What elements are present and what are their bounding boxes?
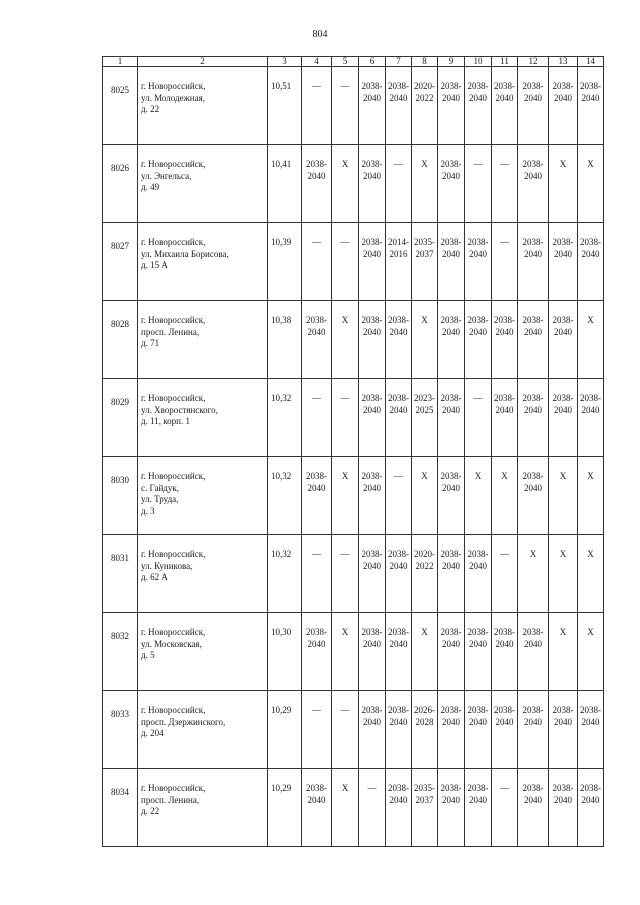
row-id: 8032 <box>103 613 138 691</box>
row-address: г. Новороссийск, ул. Хворостянского, д. 11, корп. 1 <box>138 379 268 457</box>
page-number: 804 <box>312 29 328 40</box>
row-value: 10,41 <box>268 145 302 223</box>
row-cell: Х <box>492 457 518 535</box>
column-header: 7 <box>386 57 412 67</box>
row-cell: 2038- 2040 <box>438 613 465 691</box>
row-cell: — <box>386 145 412 223</box>
row-id: 8034 <box>103 769 138 847</box>
row-address: г. Новороссийск, просп. Дзержинского, д. 204 <box>138 691 268 769</box>
row-cell: Х <box>549 457 578 535</box>
table-row <box>103 691 604 769</box>
column-header: 3 <box>268 57 302 67</box>
row-cell: 2038- 2040 <box>386 379 412 457</box>
row-cell: — <box>332 67 359 145</box>
row-cell: — <box>302 67 332 145</box>
row-cell: — <box>332 691 359 769</box>
row-cell: 2038- 2040 <box>578 379 604 457</box>
row-cell: — <box>332 379 359 457</box>
row-cell: Х <box>578 301 604 379</box>
row-cell: 2038- 2040 <box>359 379 386 457</box>
column-header: 8 <box>412 57 438 67</box>
row-cell: 2038- 2040 <box>518 145 549 223</box>
row-cell: 2038- 2040 <box>438 301 465 379</box>
row-id: 8030 <box>103 457 138 535</box>
data-table <box>102 56 604 847</box>
row-id: 8029 <box>103 379 138 457</box>
row-cell: Х <box>412 145 438 223</box>
row-cell: 2038- 2040 <box>518 457 549 535</box>
row-cell: 2038- 2040 <box>465 535 492 613</box>
row-cell: 2038- 2040 <box>549 301 578 379</box>
row-cell: 2023- 2025 <box>412 379 438 457</box>
row-cell: 2035- 2037 <box>412 769 438 847</box>
row-cell: 2038- 2040 <box>518 67 549 145</box>
column-header: 1 <box>103 57 138 67</box>
row-address: г. Новороссийск, ул. Молодежная, д. 22 <box>138 67 268 145</box>
row-cell: 2038- 2040 <box>518 613 549 691</box>
row-cell: 2035- 2037 <box>412 223 438 301</box>
row-address: г. Новороссийск, с. Гайдук, ул. Труда, д. 3 <box>138 457 268 535</box>
row-cell: 2038- 2040 <box>465 613 492 691</box>
row-address: г. Новороссийск, ул. Энгельса, д. 49 <box>138 145 268 223</box>
row-cell: — <box>386 457 412 535</box>
row-cell: — <box>332 535 359 613</box>
table-row <box>103 67 604 145</box>
row-address: г. Новороссийск, просп. Ленина, д. 22 <box>138 769 268 847</box>
row-cell: 2038- 2040 <box>438 379 465 457</box>
row-cell: 2038- 2040 <box>302 301 332 379</box>
table-row <box>103 145 604 223</box>
row-cell: 2038- 2040 <box>518 691 549 769</box>
column-header: 6 <box>359 57 386 67</box>
row-cell: 2038- 2040 <box>386 691 412 769</box>
row-cell: 2038- 2040 <box>492 67 518 145</box>
table-row <box>103 535 604 613</box>
row-cell: 2038- 2040 <box>465 301 492 379</box>
row-cell: 2038- 2040 <box>578 67 604 145</box>
row-cell: 2038- 2040 <box>302 613 332 691</box>
column-header: 12 <box>518 57 549 67</box>
row-cell: 2038- 2040 <box>578 223 604 301</box>
row-cell: 2020- 2022 <box>412 67 438 145</box>
row-value: 10,32 <box>268 379 302 457</box>
row-cell: 2038- 2040 <box>386 301 412 379</box>
row-cell: 2038- 2040 <box>302 769 332 847</box>
row-cell: — <box>492 769 518 847</box>
row-cell: Х <box>578 535 604 613</box>
row-cell: 2026- 2028 <box>412 691 438 769</box>
row-cell: Х <box>332 145 359 223</box>
row-cell: 2014- 2016 <box>386 223 412 301</box>
column-header: 4 <box>302 57 332 67</box>
row-cell: 2038- 2040 <box>549 769 578 847</box>
row-cell: Х <box>518 535 549 613</box>
row-cell: Х <box>578 145 604 223</box>
row-cell: Х <box>412 301 438 379</box>
row-value: 10,32 <box>268 457 302 535</box>
row-cell: 2038- 2040 <box>438 535 465 613</box>
row-cell: 2038- 2040 <box>518 379 549 457</box>
row-cell: — <box>492 145 518 223</box>
table-row <box>103 301 604 379</box>
row-cell: 2038- 2040 <box>578 769 604 847</box>
table-row <box>103 379 604 457</box>
row-cell: 2038- 2040 <box>549 691 578 769</box>
row-cell: 2038- 2040 <box>578 691 604 769</box>
row-cell: 2038- 2040 <box>359 535 386 613</box>
row-cell: Х <box>332 301 359 379</box>
row-cell: — <box>359 769 386 847</box>
row-cell: 2020- 2022 <box>412 535 438 613</box>
row-cell: Х <box>465 457 492 535</box>
row-cell: 2038- 2040 <box>465 769 492 847</box>
row-cell: 2038- 2040 <box>492 691 518 769</box>
row-value: 10,32 <box>268 535 302 613</box>
row-address: г. Новороссийск, ул. Михаила Борисова, д. 15 А <box>138 223 268 301</box>
row-cell: 2038- 2040 <box>359 613 386 691</box>
row-cell: Х <box>578 457 604 535</box>
row-id: 8026 <box>103 145 138 223</box>
row-cell: 2038- 2040 <box>386 67 412 145</box>
row-address: г. Новороссийск, ул. Куникова, д. 62 А <box>138 535 268 613</box>
row-cell: 2038- 2040 <box>492 613 518 691</box>
row-cell: 2038- 2040 <box>549 379 578 457</box>
row-cell: Х <box>332 769 359 847</box>
row-cell: 2038- 2040 <box>359 301 386 379</box>
row-cell: — <box>332 223 359 301</box>
row-id: 8025 <box>103 67 138 145</box>
row-cell: 2038- 2040 <box>386 613 412 691</box>
row-cell: 2038- 2040 <box>359 145 386 223</box>
row-cell: 2038- 2040 <box>465 691 492 769</box>
row-cell: — <box>465 379 492 457</box>
row-cell: 2038- 2040 <box>438 145 465 223</box>
row-address: г. Новороссийск, ул. Московская, д. 5 <box>138 613 268 691</box>
row-id: 8028 <box>103 301 138 379</box>
row-cell: 2038- 2040 <box>438 457 465 535</box>
column-header: 9 <box>438 57 465 67</box>
row-cell: 2038- 2040 <box>465 67 492 145</box>
row-cell: Х <box>549 145 578 223</box>
row-cell: — <box>492 535 518 613</box>
row-cell: 2038- 2040 <box>359 67 386 145</box>
row-cell: 2038- 2040 <box>465 223 492 301</box>
row-cell: 2038- 2040 <box>302 145 332 223</box>
row-cell: 2038- 2040 <box>386 535 412 613</box>
column-header: 2 <box>138 57 268 67</box>
row-value: 10,39 <box>268 223 302 301</box>
header-row <box>103 57 604 67</box>
row-value: 10,38 <box>268 301 302 379</box>
row-cell: Х <box>412 457 438 535</box>
row-cell: 2038- 2040 <box>549 223 578 301</box>
row-cell: — <box>302 379 332 457</box>
column-header: 11 <box>492 57 518 67</box>
row-cell: 2038- 2040 <box>359 223 386 301</box>
row-cell: 2038- 2040 <box>302 457 332 535</box>
row-cell: — <box>302 223 332 301</box>
row-cell: Х <box>549 613 578 691</box>
row-cell: 2038- 2040 <box>438 67 465 145</box>
row-value: 10,29 <box>268 769 302 847</box>
table-row <box>103 223 604 301</box>
row-cell: — <box>302 691 332 769</box>
row-cell: 2038- 2040 <box>386 769 412 847</box>
column-header: 14 <box>578 57 604 67</box>
row-cell: 2038- 2040 <box>438 223 465 301</box>
table-body <box>103 67 604 847</box>
row-id: 8031 <box>103 535 138 613</box>
row-cell: — <box>465 145 492 223</box>
row-value: 10,29 <box>268 691 302 769</box>
row-value: 10,30 <box>268 613 302 691</box>
row-cell: 2038- 2040 <box>359 691 386 769</box>
table-row <box>103 613 604 691</box>
row-id: 8033 <box>103 691 138 769</box>
table-row <box>103 769 604 847</box>
row-cell: Х <box>549 535 578 613</box>
row-value: 10,51 <box>268 67 302 145</box>
row-cell: 2038- 2040 <box>438 769 465 847</box>
row-cell: 2038- 2040 <box>359 457 386 535</box>
row-cell: — <box>492 223 518 301</box>
column-header: 10 <box>465 57 492 67</box>
row-address: г. Новороссийск, просп. Ленина, д. 71 <box>138 301 268 379</box>
row-cell: 2038- 2040 <box>549 67 578 145</box>
row-cell: Х <box>412 613 438 691</box>
row-cell: 2038- 2040 <box>518 223 549 301</box>
column-header: 5 <box>332 57 359 67</box>
row-cell: 2038- 2040 <box>518 769 549 847</box>
row-cell: Х <box>578 613 604 691</box>
row-cell: 2038- 2040 <box>438 691 465 769</box>
row-cell: — <box>302 535 332 613</box>
row-cell: 2038- 2040 <box>492 301 518 379</box>
row-cell: Х <box>332 457 359 535</box>
table-row <box>103 457 604 535</box>
column-header: 13 <box>549 57 578 67</box>
row-cell: 2038- 2040 <box>492 379 518 457</box>
row-id: 8027 <box>103 223 138 301</box>
row-cell: 2038- 2040 <box>518 301 549 379</box>
row-cell: Х <box>332 613 359 691</box>
